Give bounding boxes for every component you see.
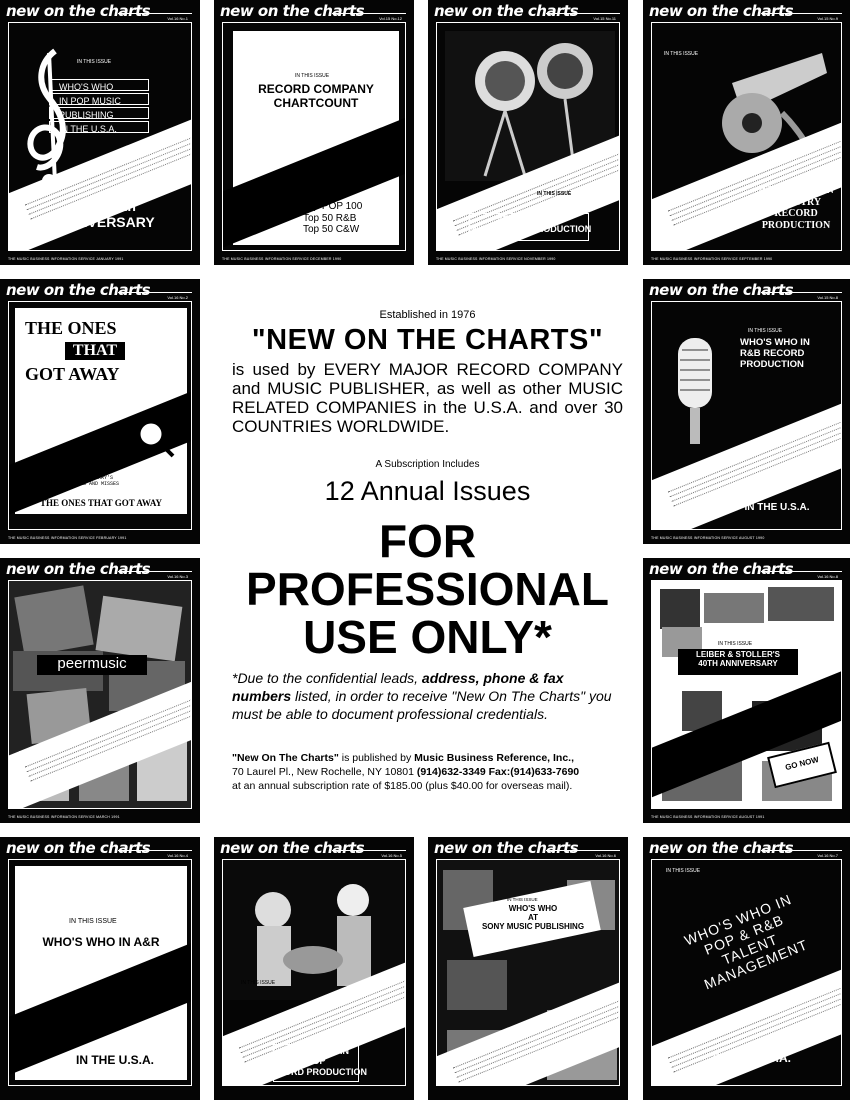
brand-logo: new on the charts: [6, 839, 151, 857]
cover-headline: WHO'S WHO IN R&B RECORD PRODUCTION: [740, 337, 810, 370]
subscription-ad: [220, 282, 635, 827]
ad-description: [232, 360, 623, 436]
subscription-includes-label: A Subscription Includes: [375, 459, 480, 470]
sign-line: THE ONES: [25, 318, 117, 338]
volume-label: Vol.16 No.3: [167, 574, 188, 579]
cover-headline: WHO'S WHO IN A&R: [42, 935, 160, 949]
brand-logo: new on the charts: [434, 839, 579, 857]
professional-use-headline: [220, 517, 635, 661]
cover-footer: THE MUSIC BUSINESS INFORMATION SERVICE NOVEMBER 1990: [436, 257, 556, 261]
divider: [118, 850, 192, 851]
cover-nov-1990: [428, 0, 628, 265]
go-now-text: GO NOW: [784, 754, 820, 773]
cover-frame: [222, 22, 406, 251]
in-this-issue-label: IN THIS ISSUE: [507, 897, 538, 902]
cover-jan-1991: [0, 0, 200, 265]
sign-caption: EAST PERRY'S PICKS AND MISSES: [70, 475, 119, 487]
ad-description-line: and MUSIC PUBLISHER, as well as other MUSIC: [232, 379, 623, 398]
divider: [761, 292, 842, 293]
brand-logo: new on the charts: [6, 281, 151, 299]
sign-footer: THE ONES THAT GOT AWAY: [39, 498, 163, 508]
brand-logo: new on the charts: [649, 560, 794, 578]
volume-label: Vol.16 No.2: [167, 295, 188, 300]
established-line: Established in 1976: [379, 309, 476, 321]
cover-jun-1991: [428, 837, 628, 1100]
annual-issues-line: 12 Annual Issues: [324, 476, 531, 506]
cover-frame: [8, 580, 192, 809]
headline-line: USE ONLY*: [303, 611, 552, 663]
divider: [546, 850, 620, 851]
sign-panel: [15, 308, 187, 514]
publisher-info: [232, 751, 627, 793]
headline-line: PROFESSIONAL: [246, 563, 609, 615]
brand-logo: new on the charts: [649, 281, 794, 299]
subscription-rate: at an annual subscription rate of $185.00 (plus $40.00 for overseas mail).: [232, 780, 573, 792]
divider: [118, 571, 192, 572]
headline-line: FOR: [378, 515, 477, 567]
ad-description-line: is used by EVERY MAJOR RECORD COMPANY: [232, 360, 623, 379]
cover-dec-1990: [214, 0, 414, 265]
ad-description-line: COUNTRIES WORLDWIDE.: [232, 417, 450, 436]
publisher-text: is published by: [338, 752, 415, 764]
cover-headline: LEIBER & STOLLER'S 40TH ANNIVERSARY: [696, 650, 780, 669]
note-text: *Due to the confidential leads,: [232, 670, 422, 686]
bottom-headline: IN THE U.S.A.: [744, 502, 810, 513]
cover-headline: WHO'S WHO IN COUNTRY RECORD PRODUCTION: [758, 185, 834, 231]
brand-logo: new on the charts: [220, 2, 365, 20]
volume-label: Vol.16 No.7: [817, 853, 838, 858]
brand-logo: new on the charts: [220, 839, 365, 857]
cover-headline: WHO'S WHO IN POP RECORD PRODUCTION: [264, 1046, 367, 1077]
divider: [118, 292, 192, 293]
volume-label: Vol.16 No.6: [595, 853, 616, 858]
confidentiality-note: [232, 669, 623, 723]
cover-frame: [222, 859, 406, 1086]
publisher-name: Music Business Reference, Inc.,: [414, 752, 575, 764]
cover-headline: WHO'S WHO IN POP & R&B TALENT MANAGEMENT: [681, 890, 811, 993]
in-this-issue-label: IN THIS ISSUE: [241, 980, 276, 986]
sign-line: GOT AWAY: [25, 364, 120, 384]
brand-logo: new on the charts: [6, 2, 151, 20]
cover-headline: WHO'S WHO AT SONY MUSIC PUBLISHING: [481, 904, 585, 932]
in-this-issue-label: IN THIS ISSUE: [718, 641, 753, 647]
volume-label: Vol.15 No.11: [593, 16, 616, 21]
in-this-issue-label: IN THIS ISSUE: [666, 868, 701, 874]
cover-footer: THE MUSIC BUSINESS INFORMATION SERVICE AUGUST 1991: [651, 815, 765, 819]
in-this-issue-label: IN THIS ISSUE: [77, 59, 112, 65]
volume-label: Vol.16 No.4: [167, 853, 188, 858]
brand-logo: new on the charts: [434, 2, 579, 20]
note-text: listed, in order to receive "New On The Charts" you must be able to document professional credentials.: [232, 688, 612, 722]
cover-headline: WHO'S WHO IN MUSIC VIDEO PRODUCTION: [468, 214, 592, 235]
cover-white-panel: [15, 866, 187, 1080]
cover-frame: [651, 22, 842, 251]
anniversary-headline: OUR 15th ANNIVERSARY: [53, 198, 155, 231]
in-this-issue-label: IN THIS ISSUE: [69, 918, 117, 925]
volume-label: Vol.15 No.8: [817, 295, 838, 300]
brand-logo: new on the charts: [6, 560, 151, 578]
publisher-phone: (914)632-3349 Fax:(914)633-7690: [416, 766, 580, 778]
in-this-issue-label: IN THIS ISSUE: [537, 191, 572, 197]
ad-title: "NEW ON THE CHARTS": [251, 324, 604, 356]
volume-label: Vol.16 No.1: [167, 16, 188, 21]
cover-footer: THE MUSIC BUSINESS INFORMATION SERVICE MARCH 1991: [8, 815, 120, 819]
in-this-issue-label: IN THIS ISSUE: [748, 328, 783, 334]
cover-footer: THE MUSIC BUSINESS INFORMATION SERVICE JANUARY 1991: [8, 257, 124, 261]
cover-frame: [651, 580, 842, 809]
cover-mar-1991: [0, 558, 200, 823]
cover-footer: THE MUSIC BUSINESS INFORMATION SERVICE SEPTEMBER 1990: [651, 257, 773, 261]
chart-list: Top POP 100 Top 50 R&B Top 50 C&W: [303, 201, 363, 235]
cover-frame: [651, 859, 842, 1086]
in-this-issue-label: IN THIS ISSUE: [295, 73, 330, 79]
divider: [546, 13, 620, 14]
cover-frame: [436, 859, 620, 1086]
cover-frame: [8, 859, 192, 1086]
divider: [332, 13, 406, 14]
divider: [118, 13, 192, 14]
cover-sep-1990: [643, 0, 850, 265]
cover-aug-1991: [643, 558, 850, 823]
brand-logo: new on the charts: [649, 839, 794, 857]
bottom-headline: IN THE U.S.A.: [712, 1051, 791, 1065]
cover-frame: [651, 301, 842, 530]
cover-footer: THE MUSIC BUSINESS INFORMATION SERVICE DECEMBER 1990: [222, 257, 342, 261]
bottom-headline: IN THE U.S.A.: [75, 1053, 154, 1067]
cover-may-1991: [214, 837, 414, 1100]
publication-name: "New On The Charts": [232, 752, 339, 764]
cover-footer: THE MUSIC BUSINESS INFORMATION SERVICE AUGUST 1990: [651, 536, 765, 540]
in-this-issue-label: IN THIS ISSUE: [664, 51, 699, 57]
cover-footer: THE MUSIC BUSINESS INFORMATION SERVICE FEBRUARY 1991: [8, 536, 127, 540]
volume-label: Vol.15 No.9: [817, 16, 838, 21]
divider: [761, 571, 842, 572]
cover-frame: [8, 301, 192, 530]
cover-aug-1990: [643, 279, 850, 544]
volume-label: Vol.16 No.8: [817, 574, 838, 579]
microphone-icon: [670, 338, 720, 448]
cover-frame: [436, 22, 620, 251]
cover-apr-1991: [0, 837, 200, 1100]
divider: [761, 13, 842, 14]
sign-line: THAT: [65, 342, 125, 360]
publisher-address: 70 Laurel Pl., New Rochelle, NY 10801: [232, 766, 417, 778]
ad-description-line: RELATED COMPANIES in the U.S.A. and over 30: [232, 398, 623, 417]
note-bold-text: address, phone & fax numbers: [232, 670, 564, 704]
cover-frame: [8, 22, 192, 251]
magnifier-icon: [135, 418, 175, 458]
volume-label: Vol.15 No.12: [379, 16, 402, 21]
volume-label: Vol.16 No.5: [381, 853, 402, 858]
cover-headline: WHO'S WHO IN POP MUSIC PUBLISHING IN THE U.S.A.: [59, 82, 121, 134]
cover-white-panel: [233, 31, 399, 245]
cover-feb-1991: [0, 279, 200, 544]
cover-jul-1991: [643, 837, 850, 1100]
divider: [332, 850, 406, 851]
peermusic-logo: peermusic: [57, 655, 127, 672]
divider: [761, 850, 842, 851]
cover-headline: RECORD COMPANY CHARTCOUNT: [258, 82, 374, 110]
brand-logo: new on the charts: [649, 2, 794, 20]
